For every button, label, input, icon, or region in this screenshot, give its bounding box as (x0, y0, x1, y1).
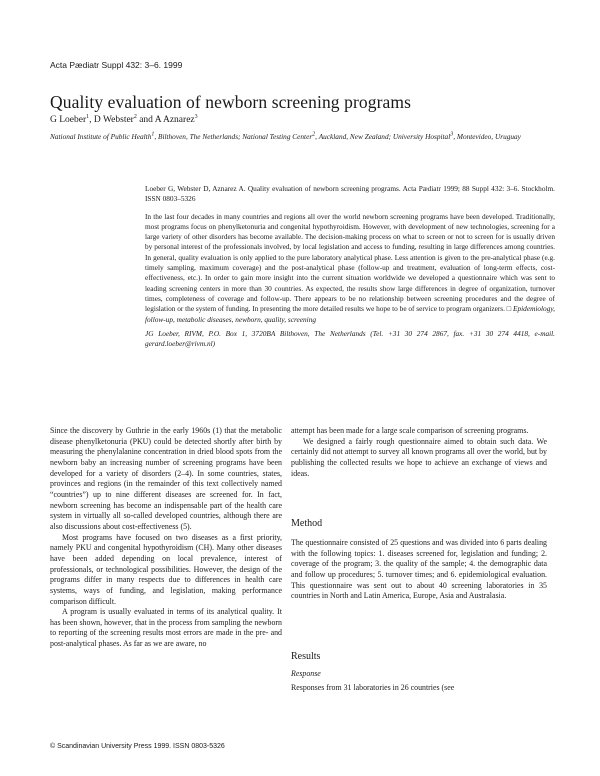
author-affil-mark: 2 (133, 113, 137, 120)
running-head: Acta Pædiatr Suppl 432: 3–6. 1999 (50, 60, 183, 70)
body-column-left (50, 426, 282, 650)
section-heading-method: Method (291, 518, 323, 530)
paragraph: Responses from 31 laboratories in 26 countries (see (291, 683, 455, 693)
author-name: D Webster (93, 115, 134, 125)
abstract-text: In the last four decades in many countries and regions all over the world newborn screening programs have been developed. Traditionally, most programs focus on phenylketonuria and congenital hypothyroidism. However, with development of new technologies, screening for a large variety of other disorders has become available. The decision-making process on what to screen or not to screen for is usually driven by personal interest of the professionals involved, by local legislation and access to funding, resulting in large differences among countries. In general, quality evaluation is only applied to the pure laboratory analytical phase. Less attention is given to the pre-analytical phase (e.g. timely sampling, maximum coverage) and the post-analytical phase (follow-up and treatment, evaluation of long-term effects, cost-effectiveness, etc.). In order to gain more insight into the current situation worldwide we developed a questionnaire which was sent to leading screening centers in more than 30 countries. As expected, the results show large differences in degree of organization, turnover times, completeness of coverage and follow-up. There appears to be no relationship between screening procedures and the degree of legislation or the system of funding. In presenting the more detailed results we hope to be of service to program organizers. (145, 211, 555, 314)
affiliation-mark: 3 (450, 131, 454, 138)
author-affil-mark: 1 (86, 113, 90, 120)
subsection-heading-response: Response (291, 668, 321, 678)
paragraph: attempt has been made for a large scale comparison of screening programs. (291, 426, 529, 435)
affiliation-text: , Bilthoven, The Netherlands; National Testing Center (154, 132, 313, 141)
abstract-block (145, 184, 555, 349)
paragraph: Most programs have focused on two diseases as a first priority, namely PKU and congenital hypothyroidism (CH). Many other diseases have been added depending on local prevalence, interest of professionals, or technological possibilities. However, the design of the programs differ in many respects due to differences in health care systems, ways of funding, and legislation, making performance comparison difficult. (50, 532, 282, 606)
citation-reference: Loeber G, Webster D, Aznarez A. Quality evaluation of newborn screening programs. Acta Pædiatr 1999; 88 Suppl 432: 3–6. Stockholm. ISSN 0803–5326 (145, 184, 555, 204)
contact-info: JG Loeber, RIVM, P.O. Box 1, 3720BA Bilthoven, The Netherlands (Tel. +31 30 274 2867, fax. +31 30 274 4418, e-mail. gerard.loeber@rivm.nl) (145, 328, 555, 349)
paragraph: Since the discovery by Guthrie in the early 1960s (1) that the metabolic disease phenylketonuria (PKU) could be detected shortly after birth by measuring the phenylalanine concentration in dried blood spots from the newborn baby an increasing number of screening programs have been developed for a variety of disorders (2–4). In some countries, states, provinces and regions (in the remainder of this text collectively named “countries”) up to nine different diseases are screened for. In fact, newborn screening has become an indispensable part of the health care system in virtually all so-called developed countries, although there are also discussions about cost-effectiveness (5). (50, 426, 282, 531)
section-heading-results: Results (291, 650, 321, 662)
paragraph: A program is usually evaluated in terms of its analytical quality. It has been shown, however, that in the process from sampling the newborn to reporting of the screening results most errors are made in the pre- and post-analytical phases. As far as we are aware, no (50, 607, 282, 649)
keywords: Epidemiology, follow-up, metabolic diseases, newborn, quality, screening (145, 304, 555, 324)
author-separator: , (89, 115, 94, 125)
keywords-box-icon: □ (506, 304, 512, 314)
author-separator: and (136, 115, 155, 125)
copyright-footer: © Scandinavian University Press 1999. ISSN 0803-5326 (50, 743, 225, 750)
affiliation-text: , Montevideo, Uruguay (453, 132, 521, 141)
author-affil-mark: 3 (194, 113, 198, 120)
affiliation-mark: 2 (312, 131, 316, 138)
author-name: A Aznarez (154, 115, 195, 125)
body-column-right (291, 426, 547, 694)
abstract-body (145, 212, 555, 325)
affiliation-mark: 1 (151, 131, 155, 138)
affiliation-text: National Institute of Public Health (50, 132, 152, 141)
affiliation-text: , Auckland, New Zealand; University Hospital (315, 132, 451, 141)
paragraph: We designed a fairly rough questionnaire aimed to obtain such data. We certainly did not attempt to survey all known programs all over the world, but by publishing the collected results we hope to achieve an exchange of views and ideas. (291, 436, 547, 478)
paragraph: The questionnaire consisted of 25 questions and was divided into 6 parts dealing with the following topics: 1. diseases screened for, legislation and funding; 2. coverage of the program; 3. the quality of the sample; 4. the demographic data and follow up procedures; 5. turnover times; and 6. epidemiological evaluation. This questionnaire was sent out to about 40 screening laboratories in 35 countries in North and Latin America, Europe, Asia and Australasia. (291, 537, 547, 601)
author-name: G Loeber (50, 115, 87, 125)
author-list (50, 115, 198, 125)
affiliations (50, 132, 555, 143)
article-title: Quality evaluation of newborn screening programs (50, 92, 412, 112)
